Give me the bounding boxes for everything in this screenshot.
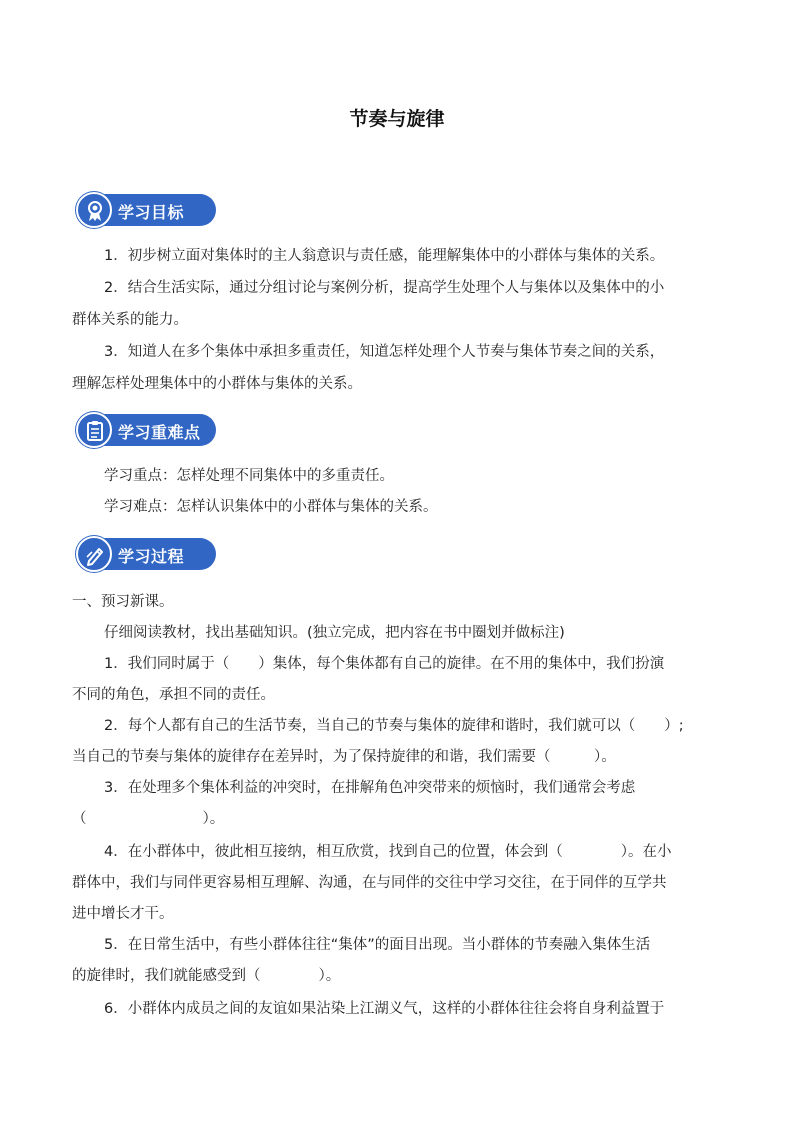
process-line: 5．在日常生活中，有些小群体往往“集体”的面目出现。当小群体的节奏融入集体生活 [104, 937, 651, 953]
section-heading-process: 学习过程 [118, 547, 185, 566]
goal-line: 2．结合生活实际，通过分组讨论与案例分析，提高学生处理个人与集体以及集体中的小 [104, 280, 665, 296]
section-heading-keypoints: 学习重难点 [118, 423, 201, 442]
section-badge-keypoints [76, 412, 216, 448]
process-line: 2．每个人都有自己的生活节奏，当自己的节奏与集体的旋律和谐时，我们就可以（ ）; [104, 718, 684, 734]
keypoint-line: 学习难点：怎样认识集体中的小群体与集体的关系。 [104, 499, 438, 515]
process-line: 群体中，我们与同伴更容易相互理解、沟通，在与同伴的交往中学习交往，在于同伴的互学共 [72, 875, 667, 891]
process-line: 1．我们同时属于（ ）集体，每个集体都有自己的旋律。在不用的集体中，我们扮演 [104, 656, 665, 672]
process-line: 进中增长才干。 [72, 906, 174, 922]
section-badge-goals [76, 192, 216, 228]
process-line: 当自己的节奏与集体的旋律存在差异时，为了保持旋律的和谐，我们需要（ ）。 [72, 749, 616, 765]
clipboard-icon [76, 412, 112, 448]
process-line: （ ）。 [72, 811, 225, 827]
goal-line: 理解怎样处理集体中的小群体与集体的关系。 [72, 376, 362, 392]
process-line: 3．在处理多个集体利益的冲突时，在排解角色冲突带来的烦恼时，我们通常会考虑 [104, 780, 636, 796]
goal-line: 1．初步树立面对集体时的主人翁意识与责任感，能理解集体中的小群体与集体的关系。 [104, 248, 665, 264]
keypoint-line: 学习重点：怎样处理不同集体中的多重责任。 [104, 468, 394, 484]
page-title: 节奏与旋律 [349, 108, 445, 130]
pencil-icon [76, 536, 112, 572]
process-line: 一、预习新课。 [72, 594, 174, 610]
goal-line: 3．知道人在多个集体中承担多重责任，知道怎样处理个人节奏与集体节奏之间的关系， [104, 344, 665, 360]
process-line: 6．小群体内成员之间的友谊如果沾染上江湖义气，这样的小群体往往会将自身利益置于 [104, 1001, 665, 1017]
process-line: 仔细阅读教材，找出基础知识。(独立完成，把内容在书中圈划并做标注) [104, 625, 565, 641]
medal-icon [76, 192, 112, 228]
section-badge-process [76, 536, 216, 572]
process-line: 的旋律时，我们就能感受到（ ）。 [72, 968, 341, 984]
section-heading-goals: 学习目标 [118, 203, 185, 222]
process-line: 4．在小群体中，彼此相互接纳，相互欣赏，找到自己的位置，体会到（ ）。在小 [104, 844, 672, 860]
goal-line: 群体关系的能力。 [72, 312, 188, 328]
process-line: 不同的角色，承担不同的责任。 [72, 687, 275, 703]
